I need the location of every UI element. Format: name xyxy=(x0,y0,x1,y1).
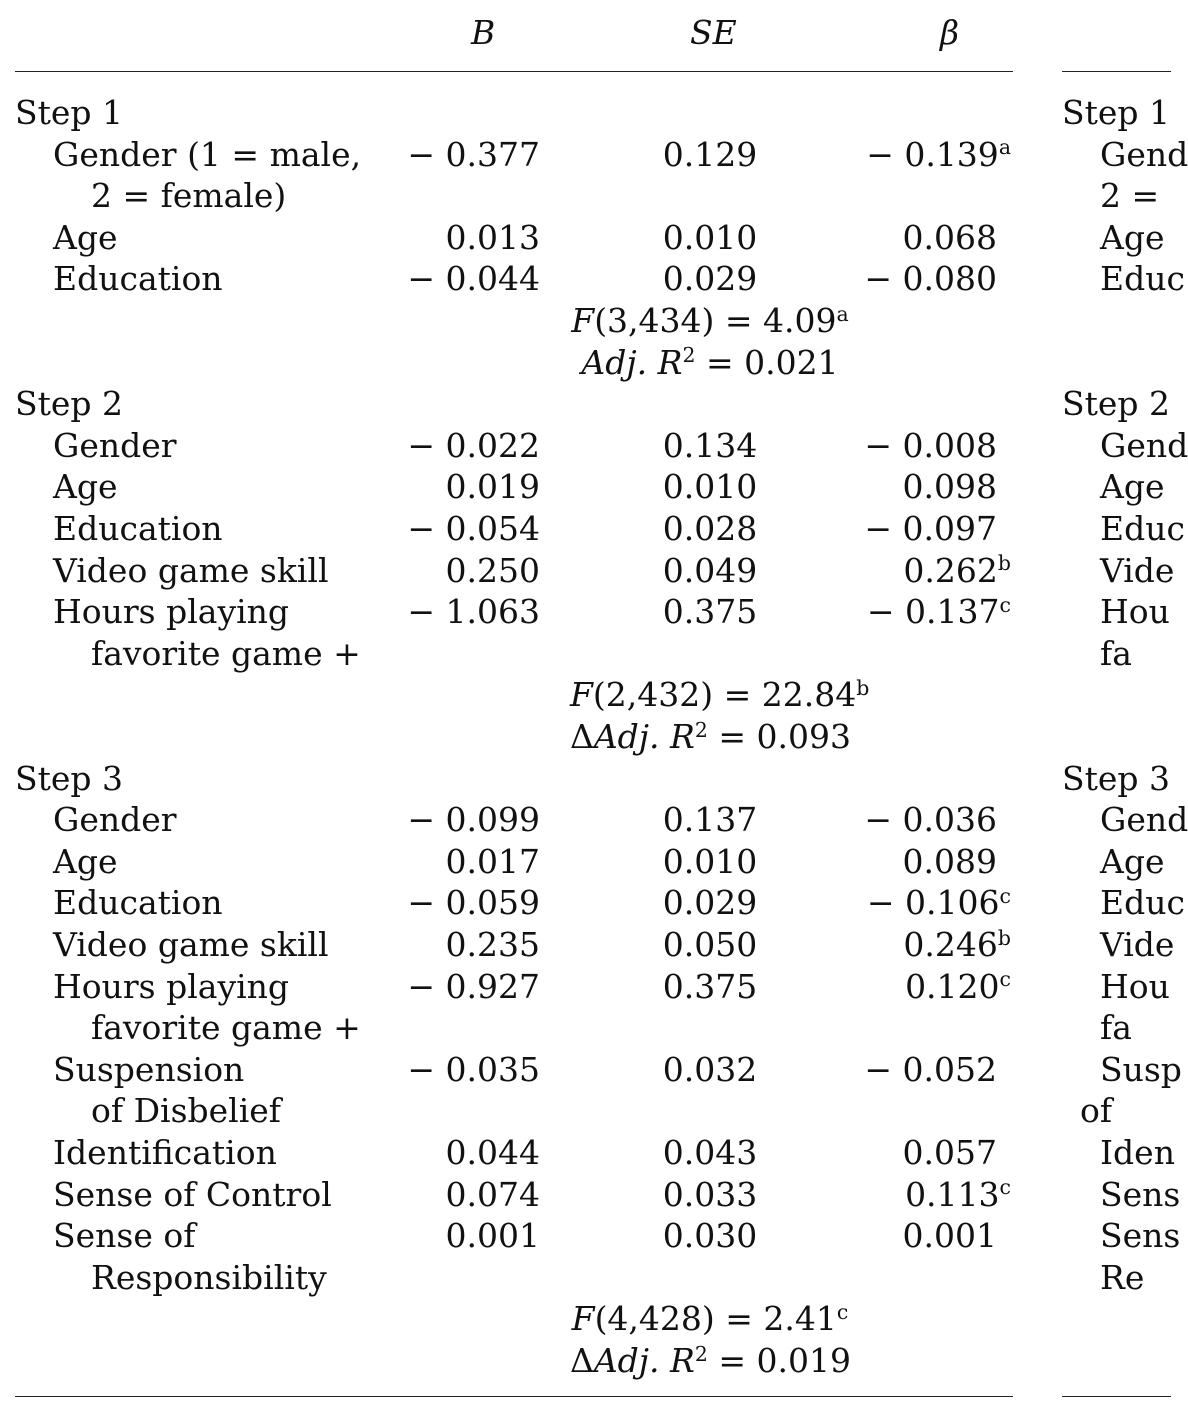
variable-name: Gender (1 = male, xyxy=(53,134,362,174)
clipped-step-label: Step 2 xyxy=(1062,384,1171,424)
significance-marker: c xyxy=(999,1175,1011,1200)
variable-name: Hours playing xyxy=(53,966,290,1006)
se-value: 0.032 xyxy=(662,1049,758,1089)
bottom-rule-left xyxy=(15,1396,1013,1397)
variable-name: Gender xyxy=(53,425,177,465)
beta-value: 0.098 xyxy=(902,467,997,507)
beta-value: 0.001 xyxy=(902,1216,997,1256)
header-se: SE xyxy=(690,13,737,52)
variable-name: favorite game + xyxy=(91,1008,361,1048)
clipped-row-text: Vide xyxy=(1100,550,1175,590)
significance-marker: b xyxy=(997,551,1011,576)
beta-value: − 0.036 xyxy=(864,800,997,840)
beta-value: − 0.008 xyxy=(864,425,997,465)
beta-value: 0.089 xyxy=(902,841,997,881)
f-statistic: F(4,428) = 2.41$^c$ xyxy=(571,1299,849,1339)
beta-value: 0.113$^c$ xyxy=(905,1174,1011,1214)
b-value: 0.013 xyxy=(445,217,540,257)
variable-name: Gender xyxy=(53,800,177,840)
significance-marker: c xyxy=(999,884,1011,909)
b-value: 0.250 xyxy=(445,550,540,590)
beta-value: 0.068 xyxy=(902,217,997,257)
clipped-row-text: Age xyxy=(1100,841,1165,881)
clipped-row-text: Gend xyxy=(1100,800,1188,840)
beta-value: − 0.052 xyxy=(864,1049,997,1089)
clipped-row-text: Iden xyxy=(1100,1133,1175,1172)
variable-name: Age xyxy=(53,467,118,507)
significance-marker: c xyxy=(999,967,1011,992)
clipped-row-text: Hou xyxy=(1100,966,1170,1006)
beta-value: 0.120$^c$ xyxy=(905,966,1011,1006)
header-b: B xyxy=(471,13,496,52)
variable-name: Sense of Control xyxy=(53,1174,332,1214)
se-value: 0.010 xyxy=(662,841,758,881)
variable-name: Age xyxy=(53,217,118,257)
clipped-row-text: fa xyxy=(1100,633,1132,673)
adj-r-squared: ΔAdj. $R^2 = 0.019$ xyxy=(570,1341,851,1380)
b-value: − 0.927 xyxy=(407,966,540,1006)
clipped-row-text: of xyxy=(1080,1091,1113,1131)
clipped-row-text: Sens xyxy=(1100,1174,1181,1214)
se-value: 0.134 xyxy=(662,425,758,465)
variable-name: Video game skill xyxy=(53,550,329,590)
b-value: 0.001 xyxy=(445,1216,540,1256)
variable-name: Hours playing xyxy=(53,592,290,632)
beta-value: − 0.106$^c$ xyxy=(866,883,1011,923)
beta-value: 0.262$^b$ xyxy=(903,550,1011,590)
significance-marker: a xyxy=(836,301,849,326)
variable-name: of Disbelief xyxy=(91,1091,282,1131)
clipped-row-text: Gend xyxy=(1100,134,1188,174)
clipped-row-text: fa xyxy=(1100,1008,1132,1048)
clipped-row-text: 2 = xyxy=(1100,176,1160,216)
clipped-row-text: Educ xyxy=(1100,509,1185,548)
clipped-row-text: Re xyxy=(1100,1257,1145,1297)
se-value: 0.049 xyxy=(662,550,758,590)
variable-name: Suspension xyxy=(53,1049,245,1089)
clipped-row-text: Educ xyxy=(1100,259,1185,299)
variable-name: Identification xyxy=(53,1133,277,1172)
clipped-row-text: Susp xyxy=(1100,1049,1182,1089)
se-value: 0.033 xyxy=(662,1174,758,1214)
se-value: 0.129 xyxy=(662,134,758,174)
clipped-row-text: Gend xyxy=(1100,425,1188,465)
significance-marker: a xyxy=(998,135,1011,160)
b-value: − 0.059 xyxy=(407,883,540,923)
b-value: − 0.022 xyxy=(407,425,540,465)
variable-name: Education xyxy=(53,509,223,548)
clipped-row-text: Hou xyxy=(1100,592,1170,632)
se-value: 0.030 xyxy=(662,1216,758,1256)
variable-name: Video game skill xyxy=(53,925,329,964)
b-value: − 1.063 xyxy=(407,592,540,632)
clipped-row-text: Educ xyxy=(1100,883,1185,923)
se-value: 0.375 xyxy=(662,966,758,1006)
top-rule-left xyxy=(15,71,1013,72)
se-value: 0.010 xyxy=(662,217,758,257)
step-label: Step 2 xyxy=(15,384,124,424)
clipped-row-text: Age xyxy=(1100,217,1165,257)
beta-value: 0.246$^b$ xyxy=(903,925,1011,964)
significance-marker: b xyxy=(997,925,1011,950)
adj-r-squared: Adj. $R^2 = 0.021$ xyxy=(581,342,839,382)
b-value: − 0.035 xyxy=(407,1049,540,1089)
beta-value: − 0.137$^c$ xyxy=(866,592,1011,632)
se-value: 0.028 xyxy=(662,509,758,548)
beta-value: − 0.139$^a$ xyxy=(866,134,1011,174)
se-value: 0.375 xyxy=(662,592,758,632)
variable-name: Education xyxy=(53,259,223,299)
variable-name: Sense of xyxy=(53,1216,196,1256)
se-value: 0.043 xyxy=(662,1133,758,1172)
header-beta: β xyxy=(940,13,960,52)
variable-name: Responsibility xyxy=(91,1257,327,1297)
clipped-adjacent-table xyxy=(1062,0,1188,1407)
b-value: 0.235 xyxy=(445,925,540,964)
variable-name: 2 = female) xyxy=(91,176,287,216)
se-value: 0.029 xyxy=(662,883,758,923)
f-statistic: F(3,434) = 4.09$^a$ xyxy=(571,301,849,340)
clipped-step-label: Step 3 xyxy=(1062,758,1171,798)
significance-marker: c xyxy=(999,592,1011,617)
b-value: 0.074 xyxy=(445,1174,540,1214)
se-value: 0.029 xyxy=(662,259,758,299)
b-value: − 0.054 xyxy=(407,509,540,548)
se-value: 0.050 xyxy=(662,925,758,964)
variable-name: favorite game + xyxy=(91,633,361,673)
significance-marker: b xyxy=(856,676,870,701)
beta-value: − 0.080 xyxy=(864,259,997,299)
beta-value: − 0.097 xyxy=(864,509,997,548)
b-value: 0.044 xyxy=(445,1133,540,1172)
se-value: 0.010 xyxy=(662,467,758,507)
beta-value: 0.057 xyxy=(902,1133,997,1172)
clipped-row-text: Sens xyxy=(1100,1216,1181,1256)
b-value: 0.017 xyxy=(445,841,540,881)
significance-marker: c xyxy=(836,1300,849,1325)
adj-r-squared: ΔAdj. $R^2 = 0.093$ xyxy=(570,717,851,756)
b-value: − 0.377 xyxy=(407,134,540,174)
f-statistic: F(2,432) = 22.84$^b$ xyxy=(570,675,870,715)
clipped-step-label: Step 1 xyxy=(1062,93,1171,132)
clipped-row-text: Vide xyxy=(1100,925,1175,964)
b-value: 0.019 xyxy=(445,467,540,507)
step-label: Step 1 xyxy=(15,93,124,132)
variable-name: Education xyxy=(53,883,223,923)
clipped-row-text: Age xyxy=(1100,467,1165,507)
b-value: − 0.044 xyxy=(407,259,540,299)
step-label: Step 3 xyxy=(15,758,124,798)
se-value: 0.137 xyxy=(662,800,758,840)
variable-name: Age xyxy=(53,841,118,881)
b-value: − 0.099 xyxy=(407,800,540,840)
